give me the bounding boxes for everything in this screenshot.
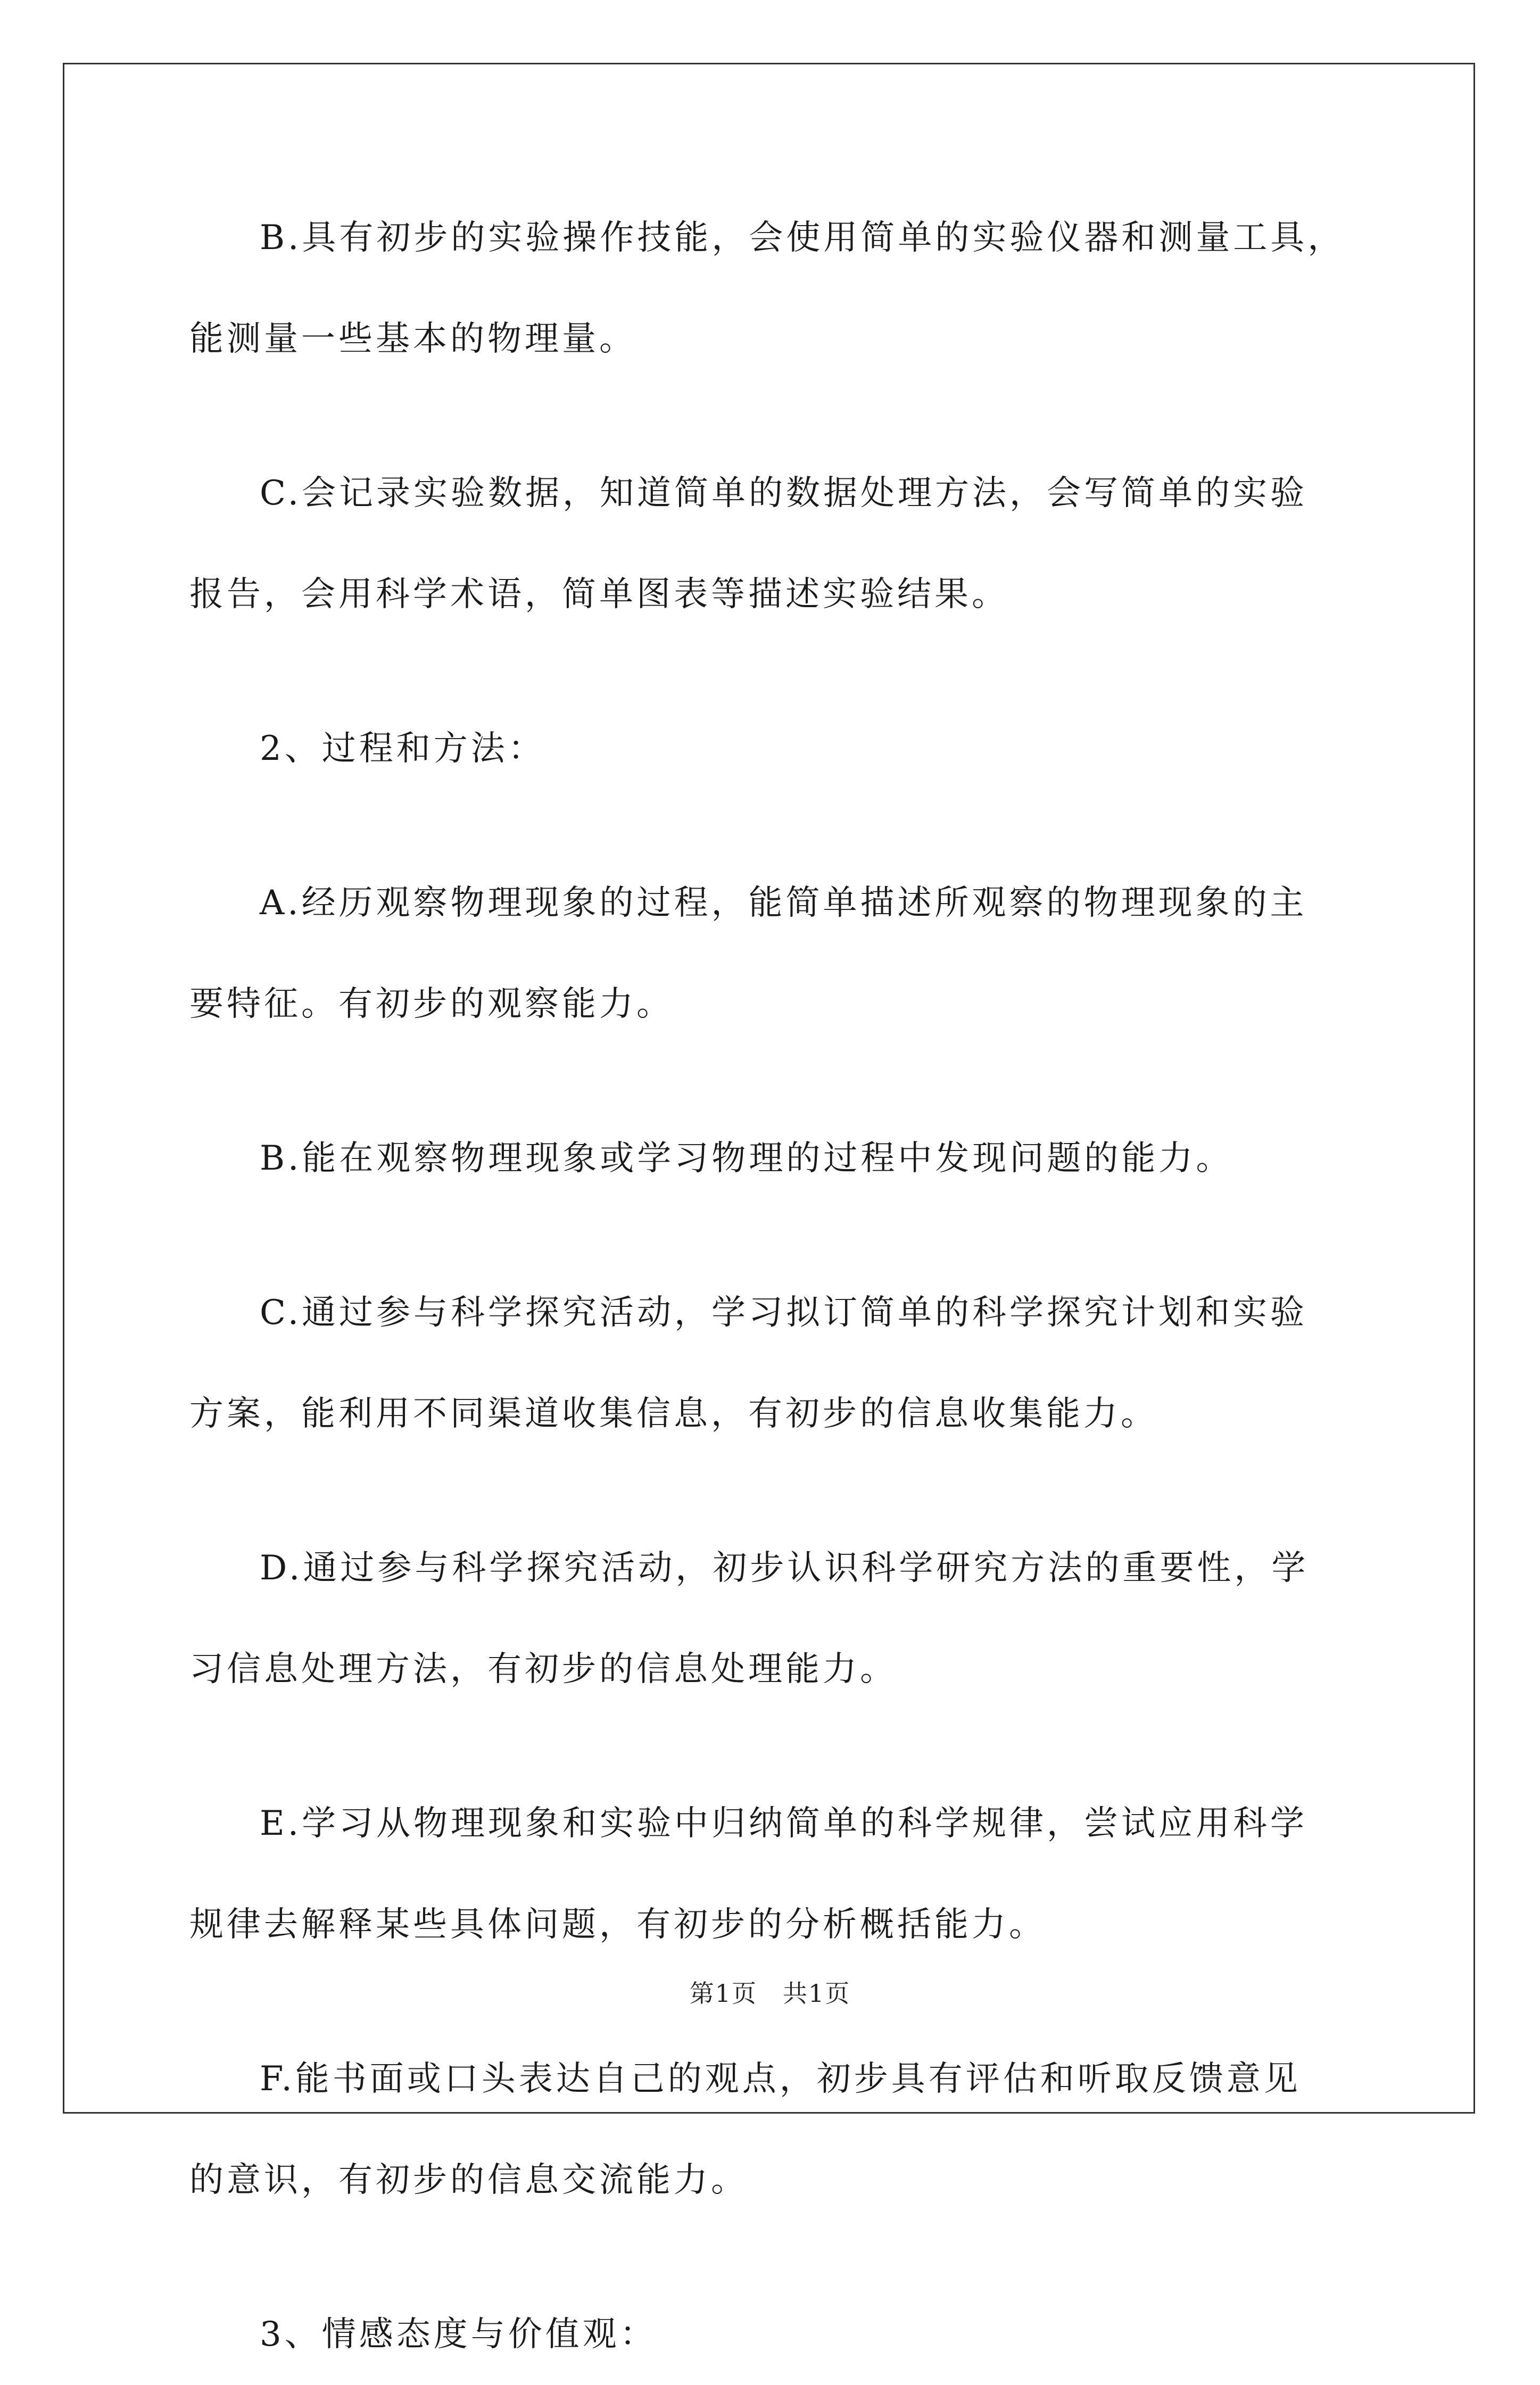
section-heading-attitudes-values — [189, 2284, 1362, 2385]
text-line: 3、情感态度与价值观： — [260, 2315, 657, 2354]
paragraph-c-record-data — [189, 443, 1362, 645]
text-line: 能测量一些基本的物理量。 — [189, 319, 636, 359]
text-line: B.具有初步的实验操作技能，会使用简单的实验仪器和测量工具， — [260, 218, 1345, 258]
text-line: C.会记录实验数据，知道简单的数据处理方法，会写简单的实验 — [260, 474, 1308, 513]
text-line: D.通过参与科学探究活动，初步认识科学研究方法的重要性，学 — [260, 1548, 1309, 1588]
section-heading-process-methods — [189, 698, 1362, 799]
paragraph-f-communication — [189, 2028, 1362, 2231]
text-line: 的意识，有初步的信息交流能力。 — [189, 2160, 748, 2200]
paragraph-b-find-problems — [189, 1108, 1362, 1209]
text-line: B.能在观察物理现象或学习物理的过程中发现问题的能力。 — [260, 1139, 1233, 1178]
paragraph-b-experiment-skills — [189, 187, 1362, 390]
document-body — [189, 187, 1362, 2385]
text-line: E.学习从物理现象和实验中归纳简单的科学规律，尝试应用科学 — [260, 1804, 1308, 1843]
text-line: C.通过参与科学探究活动，学习拟订简单的科学探究计划和实验 — [260, 1293, 1308, 1332]
text-line: A.经历观察物理现象的过程，能简单描述所观察的物理现象的主 — [260, 883, 1307, 923]
text-line: 习信息处理方法，有初步的信息处理能力。 — [189, 1650, 897, 1689]
page-number-footer: 第1页 共1页 — [689, 1979, 851, 2008]
paragraph-a-observation — [189, 852, 1362, 1055]
text-line: 要特征。有初步的观察能力。 — [189, 984, 674, 1024]
paragraph-c-inquiry-plan — [189, 1262, 1362, 1464]
text-line: 方案，能利用不同渠道收集信息，有初步的信息收集能力。 — [189, 1394, 1158, 1434]
text-line: 报告，会用科学术语，简单图表等描述实验结果。 — [189, 575, 1009, 614]
text-line: 规律去解释某些具体问题，有初步的分析概括能力。 — [189, 1905, 1046, 1944]
text-line: F.能书面或口头表达自己的观点，初步具有评估和听取反馈意见 — [260, 2059, 1301, 2099]
text-line: 2、过程和方法： — [260, 729, 545, 768]
paragraph-d-info-processing — [189, 1518, 1362, 1720]
paragraph-e-induction — [189, 1773, 1362, 1975]
